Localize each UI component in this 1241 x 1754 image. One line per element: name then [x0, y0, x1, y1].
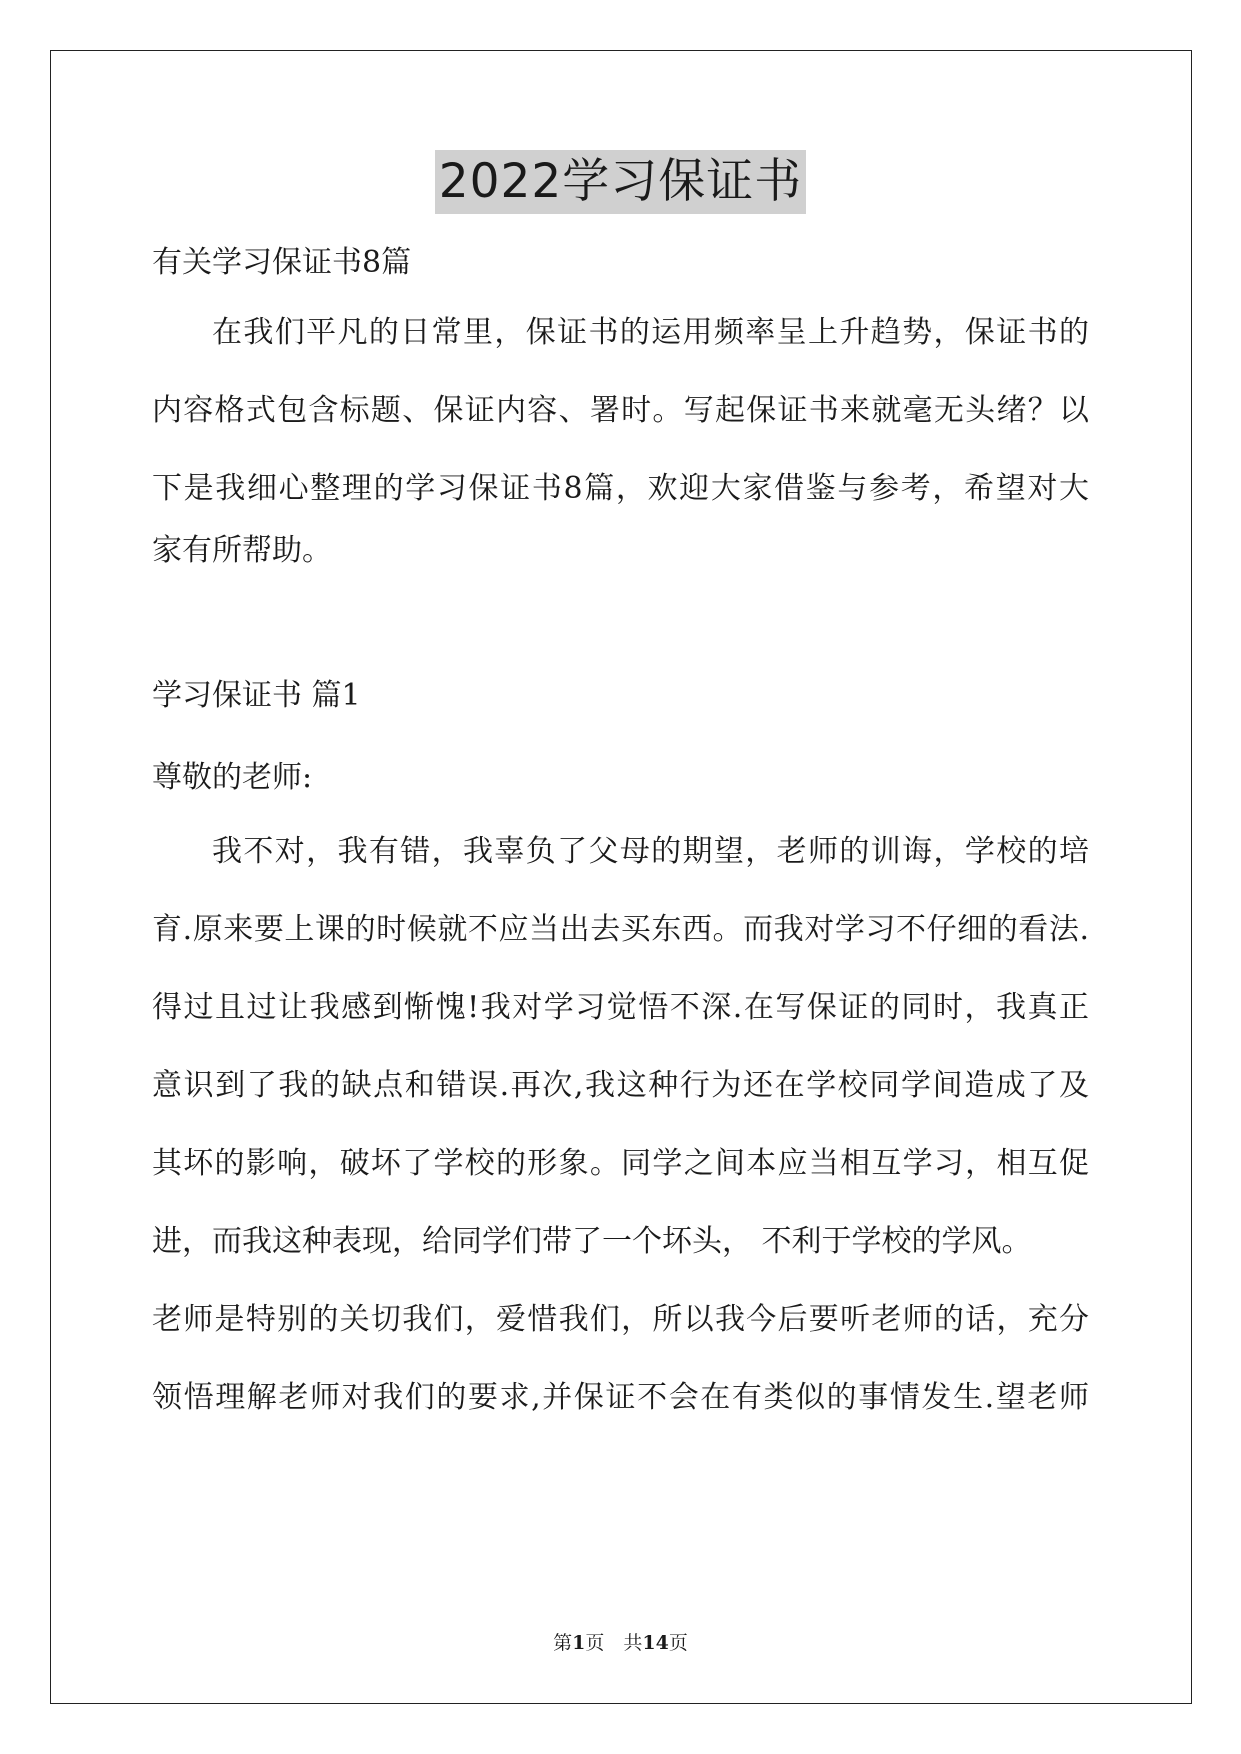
page-border — [50, 50, 1192, 1704]
intro-line-2: 内容格式包含标题、保证内容、署时。写起保证书来就毫无头绪？以 — [152, 393, 1089, 428]
page-footer — [0, 1628, 1241, 1655]
intro-line-3: 下是我细心整理的学习保证书8篇，欢迎大家借鉴与参考，希望对大 — [152, 471, 1089, 506]
body-line-2: 育.原来要上课的时候就不应当出去买东西。而我对学习不仔细的看法. — [152, 912, 1089, 947]
body-line-3: 得过且过让我感到惭愧!我对学习觉悟不深.在写保证的同时，我真正 — [152, 990, 1089, 1025]
title-container — [0, 150, 1241, 214]
document-title: 2022学习保证书 — [435, 150, 807, 214]
footer-page-total: 14 — [642, 1632, 669, 1654]
footer-page-suffix: 页 — [668, 1632, 688, 1654]
subtitle: 有关学习保证书8篇 — [152, 245, 412, 280]
footer-page-number: 1 — [572, 1632, 586, 1654]
intro-line-4: 家有所帮助。 — [152, 533, 332, 568]
intro-line-1: 在我们平凡的日常里，保证书的运用频率呈上升趋势，保证书的 — [212, 315, 1089, 350]
body-line-1: 我不对，我有错，我辜负了父母的期望，老师的训诲，学校的培 — [212, 834, 1089, 869]
footer-page-prefix: 第 — [553, 1632, 573, 1654]
salutation: 尊敬的老师: — [152, 760, 313, 795]
body-line-6: 进，而我这种表现，给同学们带了一个坏头， 不利于学校的学风。 — [152, 1224, 1032, 1259]
footer-page-mid: 页 共 — [585, 1632, 643, 1654]
body-line-7: 老师是特别的关切我们，爱惜我们，所以我今后要听老师的话，充分 — [152, 1302, 1089, 1337]
body-line-5: 其坏的影响，破坏了学校的形象。同学之间本应当相互学习，相互促 — [152, 1146, 1089, 1181]
body-line-8: 领悟理解老师对我们的要求,并保证不会在有类似的事情发生.望老师 — [152, 1380, 1089, 1415]
section-heading: 学习保证书 篇1 — [152, 678, 361, 713]
body-line-4: 意识到了我的缺点和错误.再次,我这种行为还在学校同学间造成了及 — [152, 1068, 1089, 1103]
